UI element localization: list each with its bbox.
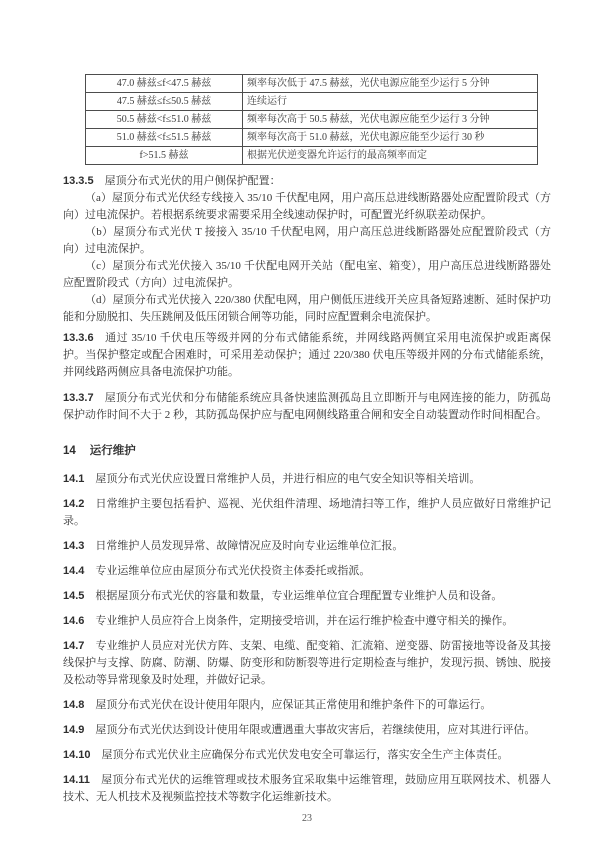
table-row [86,93,538,111]
freq-range-cell: 51.0 赫兹<f≤51.5 赫兹 [86,129,243,147]
clause-13-3-7 [63,390,551,424]
clause-text: 日常维护人员发现异常、故障情况应及时向专业运维单位汇报。 [95,540,404,552]
clause-number: 14.3 [63,540,85,552]
clause-text: 专业维护人员应对光伏方阵、支架、电缆、配变箱、汇流箱、逆变器、防雷接地等设备及其接线保护与支撑、防腐、防潮、防爆、防变形和防断裂等进行定期检查与维护，发现污损、锈蚀、脱接及松动等异常现象及时处理，并做好记录。 [63,640,551,686]
clause-text: 屋顶分布式光伏的运维管理或技术服务宜采取集中运维管理，鼓励应用互联网技术、机器人技术、无人机技术及视频监控技术等数字化运维新技术。 [63,774,551,803]
freq-range-cell: f>51.5 赫兹 [86,147,243,165]
frequency-response-table [85,74,538,165]
sub-item-c: （c）屋顶分布式光伏接入 35/10 千伏配电网开关站（配电室、箱变），用户高压总进线断路器处应配置阶段式（方向）过电流保护。 [63,260,551,289]
clause-text: 日常维护主要包括看护、巡视、光伏组件清理、场地清扫等工作，维护人员应做好日常维护记录。 [63,498,551,527]
clause-number: 14.8 [63,699,85,711]
requirement-cell: 频率每次高于 50.5 赫兹，光伏电源应能至少运行 3 分钟 [243,111,538,129]
freq-range-cell: 47.5 赫兹≤f≤50.5 赫兹 [86,93,243,111]
clause-14-8 [63,697,551,714]
requirement-cell: 连续运行 [243,93,538,111]
clause-number: 14.6 [63,615,85,627]
clause-14-2 [63,496,551,530]
clause-text: 屋顶分布式光伏在设计使用年限内，应保证其正常使用和维护条件下的可靠运行。 [95,699,492,711]
table-row [86,75,538,93]
clause-14-5 [63,588,551,605]
clause-number: 14.9 [63,724,85,736]
clause-number: 14.1 [63,473,85,485]
table-row [86,147,538,165]
clause-text: 屋顶分布式光伏应设置日常维护人员，并进行相应的电气安全知识等相关培训。 [95,473,481,485]
clause-14-10 [63,747,551,764]
sub-item-b: （b）屋顶分布式光伏 T 接接入 35/10 千伏配电网，用户高压总进线断路器处应配置阶段式（方向）过电流保护。 [63,226,551,255]
table-row [86,129,538,147]
clause-number: 14.4 [63,565,85,577]
clause-number: 14.11 [63,774,90,786]
clause-number: 14.10 [63,749,91,761]
clause-14-4 [63,563,551,580]
section-14-heading [63,443,551,460]
requirement-cell: 频率每次低于 47.5 赫兹，光伏电源应能至少运行 5 分钟 [243,75,538,93]
clause-13-3-6 [63,330,551,381]
requirement-cell: 根据光伏逆变器允许运行的最高频率而定 [243,147,538,165]
sub-item-d: （d）屋顶分布式光伏接入 220/380 伏配电网，用户侧低压进线开关应具备短路速断、延时保护功能和分励脱扣、失压跳闸及低压闭锁合闸等功能，同时应配置剩余电流保护。 [63,294,551,323]
table-row [86,111,538,129]
clause-number: 13.3.6 [63,332,94,344]
clause-number: 14.7 [63,640,85,652]
clause-14-3 [63,538,551,555]
clause-text: 屋顶分布式光伏和分布储能系统应具备快速监测孤岛且立即断开与电网连接的能力，防孤岛保护动作时间不大于 2 秒，其防孤岛保护应与配电网侧线路重合闸和安全自动装置动作时间相配合。 [63,392,551,421]
section-title: 运行维护 [89,445,136,457]
clause-14-7 [63,638,551,689]
clause-text: 根据屋顶分布式光伏的容量和数量，专业运维单位宜合理配置专业维护人员和设备。 [95,590,503,602]
page-number: 23 [302,813,312,824]
clause-14-11 [63,772,551,806]
requirement-cell: 频率每次高于 51.0 赫兹，光伏电源应能至少运行 30 秒 [243,129,538,147]
clause-text: 通过 35/10 千伏电压等级并网的分布式储能系统，并网线路两侧宜采用电流保护或距离保护。当保护整定或配合困难时，可采用差动保护；通过 220/380 伏电压等级并网的分布式储能系统，并网线路两侧应具备电流保护功能。 [63,332,551,378]
clause-number: 14.2 [63,498,85,510]
clause-14-6 [63,613,551,630]
clause-number: 13.3.5 [63,175,94,187]
clause-14-1 [63,471,551,488]
clause-number: 13.3.7 [63,392,94,404]
clause-text: 屋顶分布式光伏业主应确保分布式光伏发电安全可靠运行，落实安全生产主体责任。 [101,749,509,761]
freq-range-cell: 50.5 赫兹<f≤51.0 赫兹 [86,111,243,129]
clause-text: 屋顶分布式光伏的用户侧保护配置： [104,175,281,187]
clause-13-3-5 [63,173,551,190]
page-content [63,74,551,824]
clause-14-9 [63,722,551,739]
freq-range-cell: 47.0 赫兹≤f<47.5 赫兹 [86,75,243,93]
section-number: 14 [63,445,76,457]
clause-number: 14.5 [63,590,85,602]
clause-text: 屋顶分布式光伏达到设计使用年限或遭遇重大事故灾害后，若继续使用，应对其进行评估。 [95,724,536,736]
sub-item-a: （a）屋顶分布式光伏经专线接入 35/10 千伏配电网，用户高压总进线断路器处应配置阶段式（方向）过电流保护。若根据系统要求需要采用全线速动保护时，可配置光纤纵联差动保护。 [63,192,551,221]
clause-text: 专业运维单位应由屋顶分布式光伏投资主体委托或指派。 [95,565,371,577]
clause-text: 专业维护人员应符合上岗条件，定期接受培训，并在运行维护检查中遵守相关的操作。 [95,615,514,627]
